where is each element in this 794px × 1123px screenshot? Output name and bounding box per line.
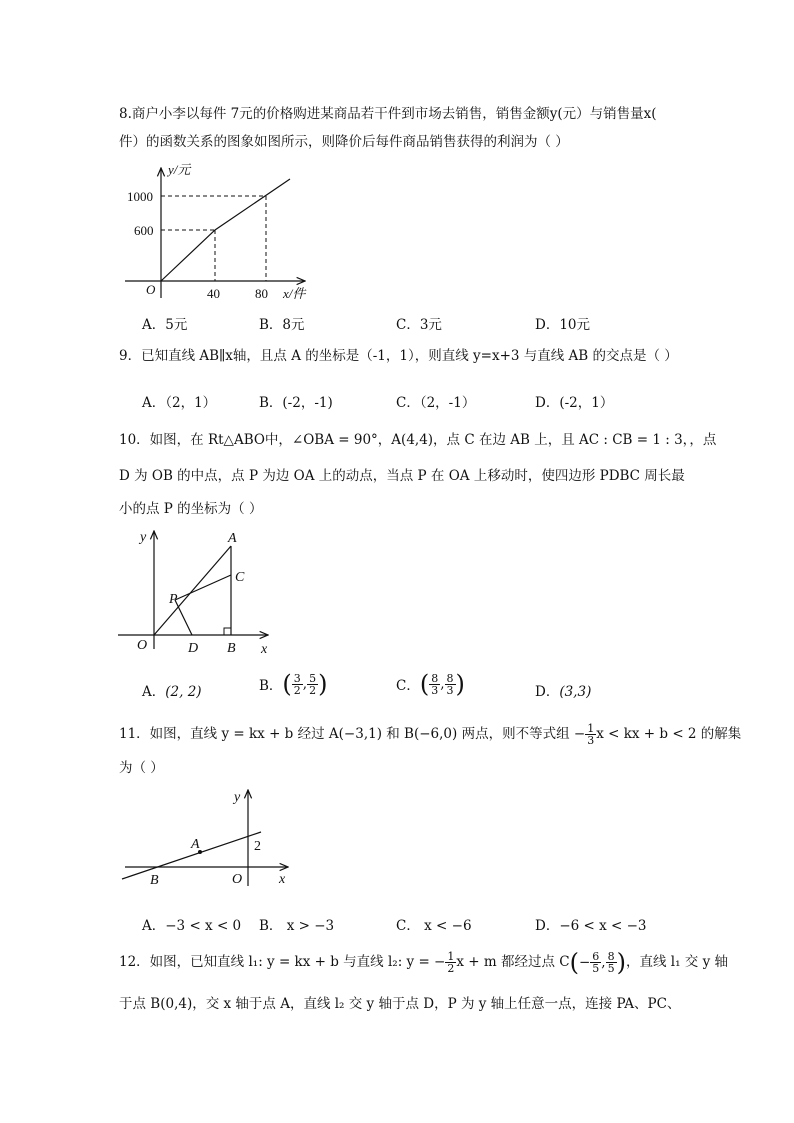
q11-line-figure (120, 786, 300, 891)
q11-option-b[interactable]: B． x > −3 (259, 918, 335, 934)
q10-option-c-label: C． (396, 678, 420, 694)
q8-xtick-40: 40 (207, 286, 220, 301)
q8-origin: O (146, 282, 156, 297)
q10-label-y: y (140, 530, 147, 545)
q11-frac-num: 1 (587, 722, 595, 735)
q11-text-line1 (119, 719, 741, 749)
q10-option-b[interactable]: B．( $\frac{3}{2}$ , $\frac{5}{2}$ ) (259, 670, 328, 698)
q8-text-line2: 件）的函数关系的图象如图所示，则降价后每件商品销售获得的利润为（ ） (119, 134, 569, 150)
q12-frac-den: 2 (447, 962, 455, 975)
q11-option-c[interactable]: C． x < −6 (396, 918, 472, 934)
q10-b-num2: 5 (309, 671, 317, 685)
q12-text-line1: 12．如图，已知直线 l₁: y = kx + b 与直线 l₂: y = − $\frac{1}{2}$ x + m 都经过点 C(− $\frac{6}{5}$ , $\frac{8}{5}$ )，直线 l₁ 交 y 轴 (119, 948, 728, 977)
q8-ytick-600: 600 (134, 223, 154, 238)
q11-line1-part1: 11．如图，直线 y = kx + b 经过 A(−3,1) 和 B(−6,0) 两点，则不等式组 − (119, 726, 586, 742)
q8-ytick-1000: 1000 (127, 189, 153, 204)
q11-label-two: 2 (254, 839, 261, 854)
q9-option-b[interactable]: B．(-2，-1) (259, 395, 333, 411)
q11-label-a: A (191, 837, 200, 852)
q10-option-d-value: (3,3) (559, 684, 592, 700)
q10-option-b-label: B． (259, 678, 283, 694)
q10-c-den2: 3 (446, 683, 454, 697)
q10-label-c: C (235, 570, 245, 585)
q10-label-p: P (169, 592, 178, 607)
q12-c-num2: 8 (607, 950, 615, 963)
q12-c-den2: 5 (607, 962, 615, 975)
q8-option-c[interactable]: C．3元 (396, 317, 442, 333)
q8-x-label: x/件 (283, 286, 306, 301)
q11-label-b: B (150, 873, 159, 888)
q10-text-line1: 10．如图，在 Rt△ABO中，∠OBA = 90°，A(4,4)，点 C 在边 AB 上，且 AC : CB = 1 : 3，，点 (119, 432, 717, 448)
q12-c-num1: 6 (592, 950, 600, 963)
q11-text-line2: 为（ ） (119, 760, 164, 776)
q10-label-x: x (261, 642, 268, 657)
q11-label-x: x (279, 872, 286, 887)
q8-text-line1: 8.商户小李以每件 7元的价格购进某商品若干件到市场去销售，销售金额y(元）与销售量x( (119, 106, 657, 122)
q8-option-d[interactable]: D．10元 (535, 317, 591, 333)
q10-label-b: B (227, 641, 236, 656)
q8-option-a[interactable]: A．5元 (142, 317, 188, 333)
q10-option-d[interactable] (535, 680, 591, 700)
q11-label-o: O (232, 872, 243, 887)
q8-sales-line (161, 179, 290, 281)
q8-option-b[interactable]: B．8元 (259, 317, 305, 333)
q12-line1-part2: x + m 都经过点 C (456, 954, 570, 970)
q11-frac-den: 3 (587, 734, 595, 747)
q12-text-line2: 于点 B(0,4)，交 x 轴于点 A，直线 l₂ 交 y 轴于点 D，P 为 y 轴上任意一点，连接 PA、PC、 (119, 996, 681, 1012)
q11-label-y: y (234, 790, 241, 805)
q11-option-a[interactable]: A．−3 < x < 0 (142, 918, 242, 934)
q8-y-label: y/元 (168, 162, 191, 177)
q10-option-a-value: (2, 2) (165, 684, 202, 700)
q10-text-line2: D 为 OB 的中点，点 P 为边 OA 上的动点，当点 P 在 OA 上移动时，使四边形 PDBC 周长最 (119, 468, 685, 484)
q10-text-line3: 小的点 P 的坐标为（ ） (119, 501, 263, 517)
q12-line1-part3: ，直线 l₁ 交 y 轴 (625, 954, 728, 970)
q10-b-den2: 2 (309, 683, 317, 697)
q9-option-d[interactable]: D．(-2，1） (535, 395, 614, 411)
q10-b-den1: 2 (293, 683, 301, 697)
q10-option-c[interactable]: C．( $\frac{8}{3}$ , $\frac{8}{3}$ ) (396, 670, 465, 698)
q10-b-num1: 3 (293, 671, 301, 685)
q9-text-line1: 9．已知直线 AB∥x轴，且点 A 的坐标是（-1，1），则直线 y=x+3 与直线 AB 的交点是（ ） (119, 348, 678, 364)
q10-c-den1: 3 (431, 683, 439, 697)
q9-option-c[interactable]: C．（2，-1） (396, 395, 476, 411)
q11-option-d[interactable]: D．−6 < x < −3 (535, 918, 647, 934)
q10-label-d: D (188, 641, 199, 656)
q9-option-a[interactable]: A．（2，1） (142, 395, 217, 411)
q10-c-num2: 8 (446, 671, 454, 685)
q10-triangle-figure (118, 527, 278, 657)
q10-option-a-label: A． (142, 684, 166, 700)
q12-frac-num: 1 (447, 950, 455, 963)
q12-line1-part1: 12．如图，已知直线 l₁: y = kx + b 与直线 l₂: y = − (119, 954, 446, 970)
q10-option-a[interactable] (142, 680, 202, 700)
q11-line1-part2: x < kx + b < 2 的解集 (596, 726, 742, 742)
q10-label-o: O (137, 638, 148, 653)
q10-label-a: A (228, 531, 237, 546)
q12-c-den1: 5 (592, 962, 600, 975)
q10-c-num1: 8 (431, 671, 439, 685)
q8-xtick-80: 80 (255, 286, 268, 301)
q10-option-d-label: D． (535, 684, 560, 700)
q8-sales-graph (120, 160, 320, 300)
